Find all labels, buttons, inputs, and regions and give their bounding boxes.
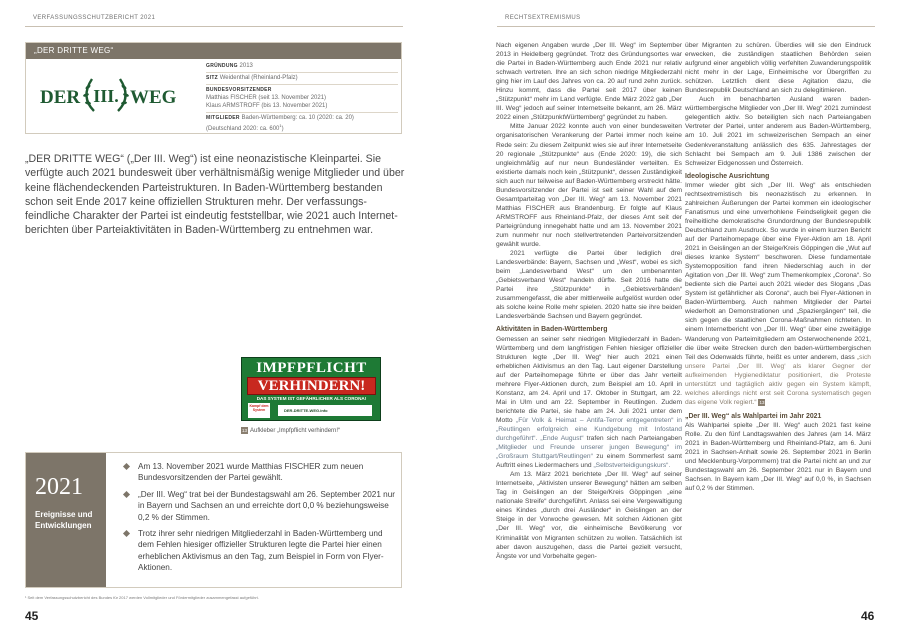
logo-text-mid: III. (93, 86, 119, 106)
text-column-1 (496, 41, 682, 561)
profile-title: „DER DRITTE WEG“ (26, 43, 401, 59)
running-header-left: VERFASSUNGSSCHUTZBERICHT 2021 (33, 15, 156, 21)
paragraph: Auch im benachbarten Ausland waren baden-württembergische Mitglieder von „Der III. Weg“ 2021 zumindest gelegentlich aktiv. So beteiligten sich nach Parteiangaben Vertreter der Partei, unter anderem aus Baden-Württemberg, am 10. Juli 2021 im schweizerischen Sempach an einer Gedenkveranstaltung anlässlich des 635. Jahrestages der Schlacht bei Sempach am 9. Juli 1386 zwischen der Schweizer Eidgenossen und Österreich. (685, 96, 871, 167)
sticker-image (241, 357, 381, 421)
running-header-right: RECHTSEXTREMISMUS (505, 15, 581, 21)
paragraph: Am 13. März 2021 berichtete „Der III. Weg“ auf seiner Internetseite, „Aktivisten unserer Bewegung“ hätten am selben Tag in Geislingen an der Steige/Kreis Göppingen „eine nationale Streife“ durchgeführt. Anlass sei eine Vergewaltigung eines Kindes „durch drei Ausländer“ in Geislingen an der Steige in der Vorwoche gewesen. Mit solchen Aktionen gibt „Der III. Weg“ vor, die einheimische Bevölkerung vor Kriminalität von Migranten schützen zu wollen. Tatsächlich ist aber davon auszugehen, dass die Partei gezielt versucht, Ängste vor und Vorbehalte gegen- (496, 471, 682, 560)
page-number-right: 46 (861, 609, 875, 623)
logo-text-left: DER (40, 87, 81, 108)
sticker-caption: 13 Aufkleber „Impfpflicht verhindern!“ (241, 428, 341, 434)
sticker-line1: IMPFPFLICHT (256, 360, 367, 376)
section-heading: Aktivitäten in Baden-Württemberg (496, 326, 608, 334)
quote-text: „sich unsere Partei ‚Der III. Weg‘ als klarer Gegner der aufkeimenden Hygienediktatur positioniert, die Proteste unterstützt und tagtäglich aktiv gegen ein System kämpft, welches allerdings nicht erst seit Corona systematisch gegen das eigene Volk regiert.“ (685, 353, 871, 406)
party-profile-box (25, 42, 402, 134)
list-item: Am 13. November 2021 wurde Matthias FISCHER zum neuen Bundesvorsitzenden der Partei gewählt. (123, 461, 395, 484)
header-rule-right (497, 26, 875, 27)
sticker-brand: DER-DRITTE-WEG.info (278, 405, 372, 416)
events-box (25, 452, 402, 588)
paragraph: Gemessen an seiner sehr niedrigen Mitgliederzahl in Baden-Württemberg und dem langfristigen Fehlen hiesiger offizieller Strukturen legte „Der III. Weg“ hier auch 2021 einen erheblichen Aktivismus an den Tag. Laut eigener Darstellung auf der Parteihomepage führte er über das Jahr verteilt mehrere Flyer-Aktionen durch, zum Beispiel am 10. April in Konstanz, am 24. April und 17. Oktober in Stuttgart, am 22. Mai in Ulm und am 22. September in Reutlingen. Zudem berichtete die Partei, sie habe am 24. Juli 2021 unter dem Motto „Für Volk & Heimat – Antifa-Terror entgegentreten“ in „Reutlingen erfolgreich eine Kundgebung mit Infostand durchgeführt“. „Ende August“ trafen sich nach Parteiangaben „Mitglieder und Freunde unserer jungen Bewegung“ im „Großraum Stuttgart/Reutlingen“ zu einem Sommerfest samt Auftritt eines Liedermachers und „Selbstverteidigungskurs“. (496, 335, 683, 470)
text-column-2 (685, 41, 871, 493)
footnote: ¹ Seit dem Verfassungsschutzbericht des Bundes für 2017 werden Vollmitglieder und Fördermitglieder zusammengefasst aufgeführt. (25, 595, 259, 600)
paragraph: über Migranten zu schüren. Überdies will sie den Eindruck erwecken, die zuständigen staatlichen Behörden seien aufgrund einer angeblich völlig verfehlten Zuwanderungspolitik nicht mehr in der Lage, Einheimische vor Übergriffen zu schützen. Letztlich dient diese Agitation dazu, die Bundesrepublik Deutschland an sich zu delegitimieren. (685, 42, 871, 95)
caption-number: 13 (241, 428, 247, 433)
profile-facts (206, 61, 398, 135)
sticker-badge: Kampf dem System (248, 403, 270, 418)
lead-paragraph: „DER DRITTE WEG“ („Der III. Weg“) ist eine neonazistische Kleinpartei. Sie verfügte auch 2021 bundesweit über verhältnismäßig wenige Mitglieder und über keine flächendeckenden Parteistrukturen. In Baden-Württemberg bestanden schon seit Ende 2017 keine offiziellen Strukturen mehr. Der verfassungs-feindliche Charakter der Partei ist eindeutig feststellbar, wie 2021 auch Internet-berichten über Parteiaktivitäten in Baden-Württemberg zu entnehmen war. (25, 153, 405, 237)
events-subtitle: Ereignisse und Entwicklungen (35, 510, 93, 530)
paragraph: Mitte Januar 2022 konnte auch von einer bundesweiten organisatorischen Verankerung der Partei immer noch keine Rede sein: Zu diesem Zeitpunkt wies sie auf ihrer Internetseite 20 regionale „Stützpunkte“ aus (Ende 2020: 19), die sich ungleichmäßig auf nur neun Bundesländer verteilten. Es existierte damals noch kein „Stützpunkt“, dessen Zuständigkeit sich auch nur teilweise auf Baden-Württemberg erstreckt hätte. Bundesvorsitzender der Partei ist seit seiner Wahl auf dem Gesamtparteitag von „Der III. Weg“ am 13. November 2021 Matthias FISCHER aus Brandenburg. Er folgte auf Klaus ARMSTROFF aus Rheinland-Pfalz, der dieses Amt seit der Parteigründung innegehabt hatte und am 13. November 2021 zum nunmehr nur noch stellvertretenden Parteivorsitzenden gewählt wurde. (496, 123, 682, 249)
events-sidebar (26, 453, 106, 587)
paragraph: Nach eigenen Angaben wurde „Der III. Weg“ im September 2013 in Heidelberg gegründet. Trotz des Gründungsortes war die Partei in Baden-Württemberg auch Ende 2021 nur relativ schwach vertreten. Ihre an sich schon niedrige Mitgliederzahl ging hier im Lauf des Jahres von ca. 20 auf rund zehn zurück. Hinzu kommt, dass die Partei seit 2017 über keinen „Stützpunkt“ mehr im Land verfügte. Ende März 2022 gab „Der III. Weg“ jedoch auf seiner Internetseite bekannt, am 26. März 2022 einen „StützpunktWürttemberg“ gegründet zu haben. (496, 42, 682, 122)
sticker-line2: VERHINDERN! (247, 377, 376, 395)
paragraph: Immer wieder gibt sich „Der III. Weg“ als entschieden rechtsextremistisch bis neonazistisch zu erkennen. In zahlreichen Äußerungen der Partei kommen ein ideologischer Fanatismus und eine unverhohlene Feindseligkeit gegen die freiheitliche demokratische Grundordnung der Bundesrepublik Deutschland zum Ausdruck. So wurde in einem kurzen Bericht auf der Parteihomepage über eine Flyer-Aktion am 18. April 2021 in Geislingen an der Steige/Kreis Göppingen die „Wut auf dieses kranke System“ beschworen. Diese fundamentale Systemopposition fand ihren Niederschlag auch in der Agitation von „Der III. Weg“ zum Themenkomplex „Corona“. So bediente sich die Partei auch 2021 wieder des Slogans „Das System ist gefährlicher als Corona“, auch bei Flyer-Aktionen in Baden-Württemberg. Auch nahmen Mitglieder der Partei wiederholt an Demonstrationen und „Spaziergängen“ teil, die sich gegen die staatlichen Corona-Maßnahmen richteten. In einem Internetbericht von „Der III. Weg“ über eine zweitägige Wanderung von Parteimitgliedern am Osterwochenende 2021, die über weite Strecken durch den baden-württembergischen Teil des Odenwalds führte, heißt es unter anderem, dass „sich unsere Partei ‚Der III. Weg‘ als klarer Gegner der aufkeimenden Hygienediktatur positioniert, die Proteste unterstützt und tagtäglich aktiv gegen ein System kämpft, welches allerdings nicht erst seit Corona systematisch gegen das eigene Volk regiert.“ 13 (685, 181, 871, 406)
quote-link: „Mitglieder und Freunde unserer jungen Bewegung“ im „Großraum Stuttgart/Reutlingen“ (496, 444, 682, 461)
header-rule-left (25, 26, 403, 27)
figure-ref-number: 13 (759, 399, 765, 405)
list-item: Trotz ihrer sehr niedrigen Mitgliederzahl in Baden-Württemberg und dem Fehlen hiesiger offizieller Strukturen legte die Partei hier einen erheblichen Aktivismus an den Tag, zum Beispiel in Form von Flyer-Aktionen. (123, 528, 395, 574)
section-heading: Ideologische Ausrichtung (685, 172, 770, 180)
fact-chair: BUNDESVORSITZENDER Matthias FISCHER (seit 13. November 2021) Klaus ARMSTROFF (bis 13. November 2021) (206, 85, 398, 113)
events-year: 2021 (35, 474, 83, 500)
list-item: „Der III. Weg“ trat bei der Bundestagswahl am 26. September 2021 nur in Bayern und Sachsen an und erreichte dort 0,0 % beziehungsweise 0,2 % der Stimmen. (123, 489, 395, 523)
fact-members: MITGLIEDER Baden-Württemberg: ca. 10 (2020: ca. 20) (Deutschland 2020: ca. $600^1$) (206, 115, 354, 132)
paragraph: 2021 verfügte die Partei über lediglich drei Landesverbände: Bayern, Sachsen und „West“, wobei es sich beim „Landesverband West“ um den umbenannten „Gebietsverband West“ handeln dürfte. Seit 2016 hatte die Partei ihre „Stützpunkte“ in „Gebietsverbänden“ zusammengefasst, die aber mittlerweile aufgelöst wurden oder als solche keine Rolle mehr spielen. 2020 hatte sie ihre beiden Landesverbände Sachsen und Bayern gegründet. (496, 250, 682, 321)
quote-link: „Selbstverteidigungskurs“. (593, 462, 671, 470)
paragraph: Als Wahlpartei spielte „Der III. Weg“ auch 2021 fast keine Rolle. Zu den fünf Landtagswahlen des Jahres (am 14. März 2021 in Baden-Württemberg und Rheinland-Pfalz, am 6. Juni 2021 in Sachsen-Anhalt sowie 26. September 2021 in Berlin und Mecklenburg-Vorpommern) trat die Partei nicht an und zur Bundestagswahl am 26. September 2021 nur in Bayern und Sachsen. In Bayern kam „Der III. Weg“ auf 0,0 %, in Sachsen auf 0,2 % der Stimmen. (685, 421, 871, 493)
page-number-left: 45 (25, 609, 39, 623)
quote-link: „Für Volk & Heimat – Antifa-Terror entgegentreten“ in „Reutlingen erfolgreich eine Kundgebung mit Infostand durchgeführt“. „Ende August“ (496, 416, 683, 443)
events-list (123, 461, 395, 579)
fact-seat: SITZ Weidenthal (Rheinland-Pfalz) (206, 73, 398, 85)
sticker-line3: DAS SYSTEM IST GEFÄHRLICHER ALS CORONA! (256, 396, 367, 401)
party-logo (36, 71, 176, 121)
fact-founding: GRÜNDUNG 2013 (206, 61, 398, 73)
logo-text-right: WEG (130, 87, 176, 108)
section-heading: „Der III. Weg“ als Wahlpartei im Jahr 2021 (685, 412, 822, 420)
